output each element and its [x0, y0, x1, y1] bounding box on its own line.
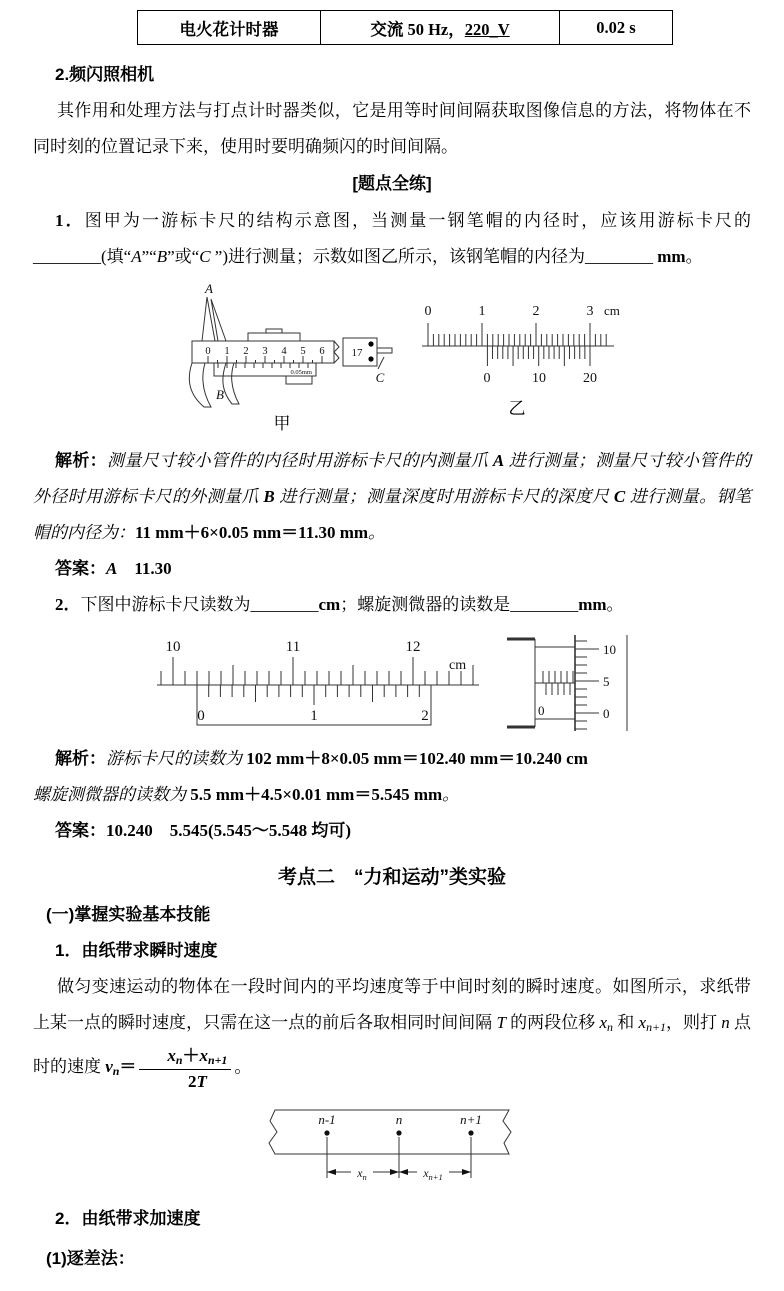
lower-jaw-fixed: [189, 363, 211, 407]
velocity-paragraph: [33, 969, 751, 1092]
question-2: 2．下图中游标卡尺读数为________cm；螺旋测微器的读数是________mm。: [55, 595, 624, 614]
beam-num: 5: [300, 346, 306, 357]
vernier-caliper-diagram: [168, 283, 396, 409]
power-blank: 220_V: [464, 19, 510, 39]
figure-1: [33, 283, 751, 437]
dot-label: n-1: [318, 1112, 336, 1128]
sleeve-zero: 0: [538, 703, 545, 718]
skill-heading: (一)掌握实验基本技能: [46, 905, 211, 924]
vern-num: 0: [483, 371, 491, 386]
power-text: 交流 50 Hz，: [370, 19, 465, 39]
x-n-label: $x_n$: [357, 1166, 367, 1183]
caliper-label-b: B: [216, 387, 224, 402]
thimble-ticks: [575, 641, 599, 729]
beam-num: 0: [205, 346, 211, 357]
unit-label: cm: [449, 658, 467, 673]
velocity-text-end: 。: [234, 1057, 252, 1077]
main-num: 10: [165, 639, 181, 655]
analysis-1: 解析：测量尺寸较小管件的内径时用游标卡尺的内测量爪 A 进行测量；测量尺寸较小管件的外径时用游标卡尺的外测量爪 B 进行测量；测量深度时用游标卡尺的深度尺 C 进行测量。钢笔帽的内径为：11 mm＋6×0.05 mm＝11.30 mm。: [33, 451, 752, 542]
screw-bottom: [368, 356, 373, 361]
main-num: 0: [424, 304, 432, 319]
micrometer-reading: [505, 631, 631, 735]
caliper-figure: [168, 283, 396, 437]
analysis-2-line1: 解析：游标卡尺的读数为 102 mm＋8×0.05 mm＝102.40 mm＝10.240 cm: [55, 749, 588, 768]
upper-jaw-movable: [211, 299, 226, 341]
fraction-denominator: 2T: [187, 1071, 207, 1091]
timer-power-cell: [321, 11, 560, 45]
sleeve-mm-ticks: [543, 671, 573, 683]
vernier-ticks: [218, 363, 308, 368]
beam-break: [334, 341, 339, 363]
main-num: 12: [405, 639, 421, 655]
sleeve-halfmm-ticks: [546, 683, 570, 695]
dot-label: n: [395, 1112, 403, 1128]
item1-heading: 1．由纸带求瞬时速度: [55, 941, 218, 960]
practice-header: [题点全练]: [352, 174, 432, 193]
arrowhead: [462, 1169, 471, 1175]
beam-num: 2: [243, 346, 249, 357]
dot-label: n+1: [460, 1112, 482, 1128]
arrowhead: [327, 1169, 336, 1175]
vern-num: 0: [197, 708, 205, 724]
timer-name-cell: 电火花计时器: [138, 11, 321, 45]
timer-interval-cell: 0.02 s: [560, 11, 673, 45]
thimble-num: 10: [603, 642, 616, 657]
lock-screw: [248, 333, 300, 341]
dot-n-plus-1: [468, 1130, 473, 1135]
thimble-num: 0: [603, 706, 610, 721]
unit-label: cm: [604, 303, 620, 318]
table-row: [138, 11, 673, 45]
figure-2: [33, 631, 751, 735]
depth-rod: [377, 348, 392, 353]
lock-screw-knob: [266, 329, 282, 333]
arrowhead: [399, 1169, 408, 1175]
answer-1: 答案：A 11.30: [55, 559, 172, 578]
main-scale-ticks: [161, 657, 473, 685]
strobe-heading: 2.频闪照相机: [55, 65, 155, 84]
vernier-reading-diagram: [418, 298, 620, 394]
velocity-text: 做匀变速运动的物体在一段时间内的平均速度等于中间时刻的瞬时速度。如图所示，求纸带上某一点的瞬时速度，只需在这一点的前后各取相同时间间隔 T 的两段位移 xn 和 xn+1，则打 n 点时的速度 vn＝: [33, 977, 752, 1079]
main-num: 11: [285, 639, 301, 655]
end-number: 17: [351, 347, 363, 359]
beam-num: 6: [319, 346, 325, 357]
item2-heading: 2．由纸带求加速度: [55, 1209, 201, 1229]
beam-num: 1: [224, 346, 230, 357]
fraction-numerator: xn＋xn+1: [139, 1045, 231, 1070]
caliper-label-a: A: [205, 281, 213, 296]
caption-jia: 甲: [273, 414, 291, 433]
vernier-note: 0.05mm: [290, 369, 312, 376]
timer-spec-table: [137, 10, 673, 45]
vern-num: 20: [583, 371, 597, 386]
beam-num: 3: [262, 346, 268, 357]
vernier-caliper-reading: [153, 631, 483, 735]
reading-figure: [418, 298, 620, 422]
vern-num: 1: [310, 708, 318, 724]
vern-num: 2: [421, 708, 429, 724]
beam-num: 4: [281, 346, 287, 357]
analysis-2-line2: 螺旋测微器的读数为 5.5 mm＋4.5×0.01 mm＝5.545 mm。: [33, 785, 460, 804]
caliper-label-c: C: [375, 370, 385, 385]
screw-top: [368, 341, 373, 346]
arrowhead: [390, 1169, 399, 1175]
vernier-scale-ticks: [487, 346, 590, 366]
slider-thumb: [286, 376, 312, 384]
figure-3: [33, 1102, 751, 1195]
main-num: 1: [478, 304, 486, 319]
paper-tape-diagram: [259, 1102, 525, 1190]
question-1: 1．图甲为一游标卡尺的结构示意图，当测量一钢笔帽的内径时，应该用游标卡尺的________(填“A”“B”或“C ”)进行测量；示数如图乙所示，该钢笔帽的内径为________ mm。: [33, 211, 752, 266]
dot-n-minus-1: [324, 1130, 329, 1135]
vern-num: 10: [532, 371, 546, 386]
answer-2: 答案：10.240 5.545(5.545～5.548 均可): [55, 821, 352, 840]
kaodian2-heading: 考点二 “力和运动”类实验: [277, 867, 506, 888]
strobe-paragraph: 其作用和处理方法与打点计时器类似，它是用等时间间隔获取图像信息的方法，将物体在不同时刻的位置记录下来，使用时要明确频闪的时间间隔。: [33, 101, 751, 156]
c-pointer: [378, 357, 384, 369]
dot-n: [396, 1130, 401, 1135]
main-scale-ticks: [428, 323, 606, 346]
thimble-num: 5: [603, 674, 610, 689]
caption-yi: 乙: [508, 399, 526, 418]
main-num: 3: [586, 304, 594, 319]
main-scale-ticks: [208, 356, 322, 363]
vn-formula-fraction: [139, 1045, 231, 1092]
method1-heading: (1)逐差法：: [46, 1249, 135, 1269]
main-num: 2: [532, 304, 540, 319]
x-n1-label: $x_{n+1}$: [423, 1166, 443, 1183]
vernier-scale-ticks: [197, 685, 431, 705]
lower-jaw-movable: [223, 363, 239, 404]
